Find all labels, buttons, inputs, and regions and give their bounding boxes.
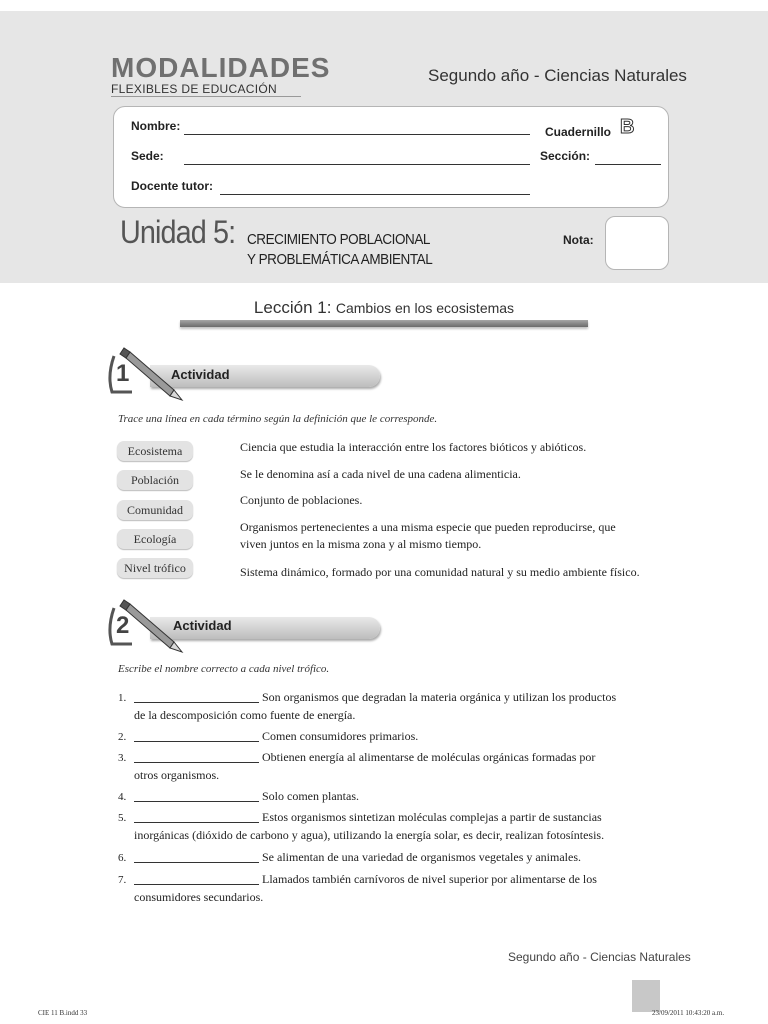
nombre-field[interactable]	[184, 134, 530, 135]
lesson-heading	[0, 298, 768, 318]
unit-title	[247, 230, 432, 270]
item-number: 2.	[118, 731, 127, 743]
definition-2[interactable]: Se le denomina así a cada nivel de una cadena alimenticia.	[240, 467, 521, 481]
item-text: Solo comen plantas.	[262, 789, 359, 803]
unit-label: Unidad 5:	[120, 214, 236, 250]
definition-5[interactable]: Sistema dinámico, formado por una comunidad natural y su medio ambiente físico.	[240, 565, 640, 579]
item-text: Comen consumidores primarios.	[262, 729, 419, 743]
answer-field-4[interactable]	[134, 801, 259, 802]
logo-main-text: MODALIDADES	[111, 52, 331, 83]
cuadernillo-value: B	[620, 116, 635, 138]
nota-label: Nota:	[563, 233, 594, 247]
imprint-right: 23/09/2011 10:43:20 a.m.	[652, 1009, 725, 1017]
term-poblacion[interactable]: Población	[117, 470, 193, 490]
seccion-field[interactable]	[595, 164, 661, 165]
definition-1[interactable]: Ciencia que estudia la interacción entre los factores bióticos y abióticos.	[240, 440, 587, 454]
grade-title: Segundo año - Ciencias Naturales	[428, 66, 687, 85]
item-text: Son organismos que degradan la materia orgánica y utilizan los productos	[262, 690, 617, 704]
definition-4-line2[interactable]: viven juntos en la misma zona y al mismo tiempo.	[240, 537, 482, 551]
item-text: Se alimentan de una variedad de organismos vegetales y animales.	[262, 850, 582, 864]
docente-label: Docente tutor:	[131, 179, 213, 193]
activity2-instruction: Escribe el nombre correcto a cada nivel trófico.	[118, 663, 330, 675]
item-text: Estos organismos sintetizan moléculas complejas a partir de sustancias	[262, 810, 602, 824]
answer-field-2[interactable]	[134, 741, 259, 742]
definition-4-line1[interactable]: Organismos pertenecientes a una misma especie que pueden reproducirse, que	[240, 520, 616, 534]
answer-field-6[interactable]	[134, 862, 259, 863]
answer-field-1[interactable]	[134, 702, 259, 703]
answer-field-3[interactable]	[134, 762, 259, 763]
sede-label: Sede:	[131, 149, 164, 163]
item-number: 5.	[118, 812, 127, 824]
activity1-instruction: Trace una línea en cada término según la definición que le corresponde.	[118, 413, 438, 425]
page-number-box	[632, 980, 660, 1012]
activity1-number: 1	[116, 360, 130, 387]
item-number: 3.	[118, 752, 127, 764]
sede-field[interactable]	[184, 164, 530, 165]
unit-title-line2: Y PROBLEMÁTICA AMBIENTAL	[247, 251, 433, 268]
lesson-title: Cambios en los ecosistemas	[335, 300, 515, 316]
seccion-label: Sección:	[540, 149, 591, 163]
cuadernillo-label: Cuadernillo	[545, 125, 612, 139]
activity2-label: Actividad	[173, 618, 232, 633]
item-number: 7.	[118, 874, 127, 886]
imprint-left: CIE 11 B.indd 33	[38, 1009, 88, 1017]
logo-underline	[111, 96, 301, 97]
item-number: 1.	[118, 692, 127, 704]
definition-3[interactable]: Conjunto de poblaciones.	[240, 493, 363, 507]
answer-field-5[interactable]	[134, 822, 259, 823]
term-ecosistema[interactable]: Ecosistema	[117, 441, 193, 461]
item-text-cont: consumidores secundarios.	[134, 890, 264, 904]
logo-sub-text: FLEXIBLES DE EDUCACIÓN	[111, 82, 277, 96]
item-text-cont: otros organismos.	[134, 768, 220, 782]
item-text-cont: de la descomposición como fuente de energía.	[134, 708, 356, 722]
docente-field[interactable]	[220, 194, 530, 195]
nombre-label: Nombre:	[131, 119, 181, 133]
item-text: Llamados también carnívoros de nivel superior por alimentarse de los	[262, 872, 597, 886]
term-ecologia[interactable]: Ecología	[117, 529, 193, 549]
footer-title: Segundo año - Ciencias Naturales	[508, 950, 691, 964]
term-comunidad[interactable]: Comunidad	[117, 500, 193, 520]
answer-field-7[interactable]	[134, 884, 259, 885]
lesson-prefix: Lección 1:	[253, 298, 332, 317]
item-text-cont: inorgánicas (dióxido de carbono y agua), utilizando la energía solar, es decir, realizan fotosíntesis.	[134, 828, 605, 842]
activity1-label: Actividad	[171, 367, 230, 382]
item-number: 4.	[118, 791, 127, 803]
activity2-number: 2	[116, 612, 130, 639]
item-number: 6.	[118, 852, 127, 864]
nota-field[interactable]	[605, 216, 669, 270]
lesson-underline-bar	[180, 320, 588, 327]
unit-title-line1: CRECIMIENTO POBLACIONAL	[247, 231, 430, 248]
term-nivel-trofico[interactable]: Nivel trófico	[117, 558, 193, 578]
item-text: Obtienen energía al alimentarse de moléculas orgánicas formadas por	[262, 750, 596, 764]
